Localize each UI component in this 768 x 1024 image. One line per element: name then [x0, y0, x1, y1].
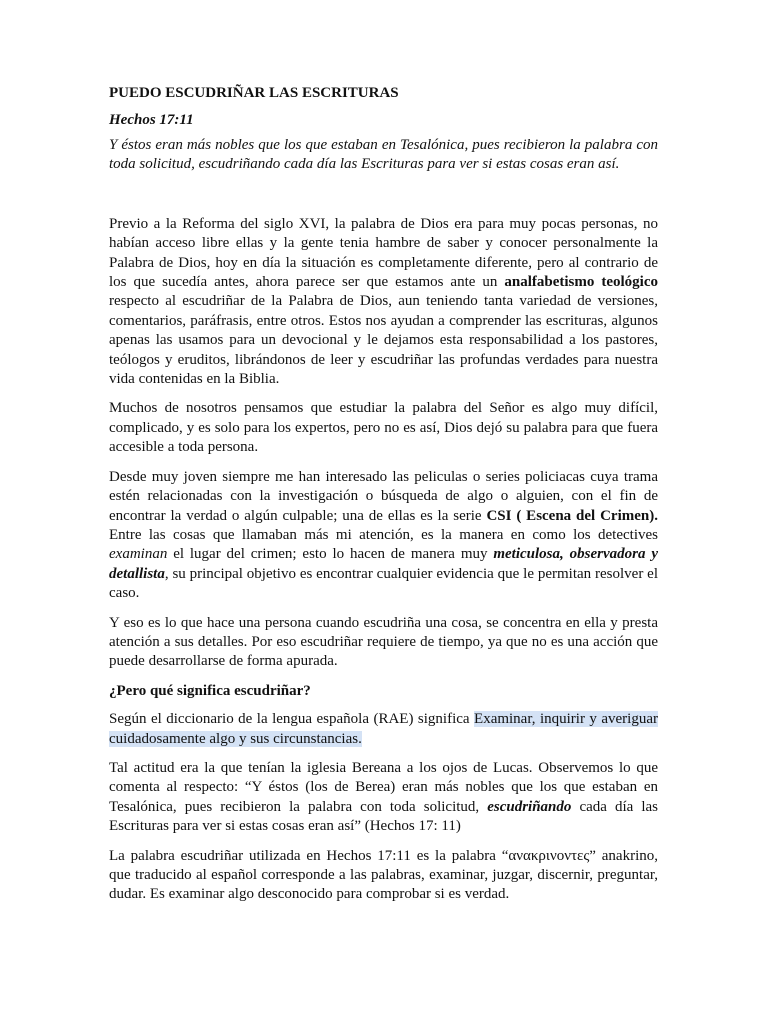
paragraph-escudrina: Y eso es lo que hace una persona cuando escudriña una cosa, se concentra en ella y presta atención a sus detalles. Por eso escudriñar requiere de tiempo, ya que no es una acción que puede desarrollarse de forma apurada.	[109, 614, 658, 670]
paragraph-text: , su principal objetivo es encontrar cualquier evidencia que le permitan resolver el caso.	[109, 565, 658, 602]
paragraph-anakrino: La palabra escudriñar utilizada en Hechos 17:11 es la palabra “ανακρινοντες” anakrino, que traducido al español corresponde a las palabras, examinar, juzgar, discernir, preguntar, dudar. Es examinar algo desconocido para comprobar si es verdad.	[109, 847, 658, 903]
bold-italic-term: meticulosa, observadora y detallista	[109, 546, 658, 582]
paragraph-text: Tal actitud era la que tenían la iglesia Bereana a los ojos de Lucas. Observemos lo que comenta al respecto: “Y éstos (los de Berea) eran más nobles que los que estaban en Tesalónica, pues recibieron la palabra con toda solicitud,	[109, 759, 658, 815]
bold-term: CSI ( Escena del Crimen).	[486, 507, 658, 524]
paragraph-text: Entre las cosas que llamaban más mi atención, es la manera en como los detectives	[109, 526, 658, 543]
document-title: PUEDO ESCUDRIÑAR LAS ESCRITURAS	[109, 85, 399, 101]
paragraph-text: Según el diccionario de la lengua española (RAE) significa	[109, 711, 475, 728]
bold-term: analfabetismo teológico	[504, 274, 658, 291]
paragraph-csi	[109, 468, 658, 604]
highlighted-definition[interactable]: Examinar, inquirir y averiguar cuidadosamente algo y sus circunstancias.	[109, 711, 658, 747]
section-heading: ¿Pero qué significa escudriñar?	[109, 682, 311, 699]
paragraph-text: Previo a la Reforma del siglo XVI, la palabra de Dios era para muy pocas personas, no habían acceso libre ellas y la gente tenia hambre de saber y conocer personalmente la Palabra de Dios, hoy en día la situación es completamente diferente, pero al contrario de los que sucedía antes, ahora parece ser que estamos ante un	[109, 215, 658, 291]
document-page	[109, 84, 658, 915]
paragraph-reforma	[109, 215, 658, 390]
bold-italic-term: escudriñando	[487, 798, 572, 815]
paragraph-text: Desde muy joven siempre me han interesado las peliculas o series policiacas cuya trama estén relacionadas con la investigación o búsqueda de algo o alguien, con el fin de encontrar la verdad o algún culpable; una de ellas es la serie	[109, 468, 658, 524]
paragraph-text: respecto al escudriñar de la Palabra de Dios, aun teniendo tanta variedad de versiones, comentarios, paráfrasis, entre otros. Estos nos ayudan a comprender las escrituras, algunos apenas las usamos para un devocional y le dejamos esta responsabilidad a los pastores, teólogos y eruditos, librándonos de leer y escudriñar las profundas verdades para nuestra vida contenidas en la Biblia.	[109, 293, 658, 388]
paragraph-dificil: Muchos de nosotros pensamos que estudiar la palabra del Señor es algo muy difícil, complicado, y es solo para los expertos, pero no es así, Dios dejó su palabra para que fuera accesible a toda persona.	[109, 400, 658, 456]
scripture-verse: Y éstos eran más nobles que los que estaban en Tesalónica, pues recibieron la palabra con toda solicitud, escudriñando cada día las Escrituras para ver si estas cosas eran así.	[109, 137, 658, 173]
scripture-reference: Hechos 17:11	[109, 112, 194, 128]
paragraph-text: el lugar del crimen; esto lo hacen de manera muy	[167, 546, 494, 563]
italic-term: examinan	[109, 546, 168, 563]
paragraph-rae	[109, 710, 658, 749]
paragraph-text: cada día las Escrituras para ver si estas cosas eran así” (Hechos 17: 11)	[109, 798, 658, 835]
paragraph-bereana	[109, 759, 658, 837]
